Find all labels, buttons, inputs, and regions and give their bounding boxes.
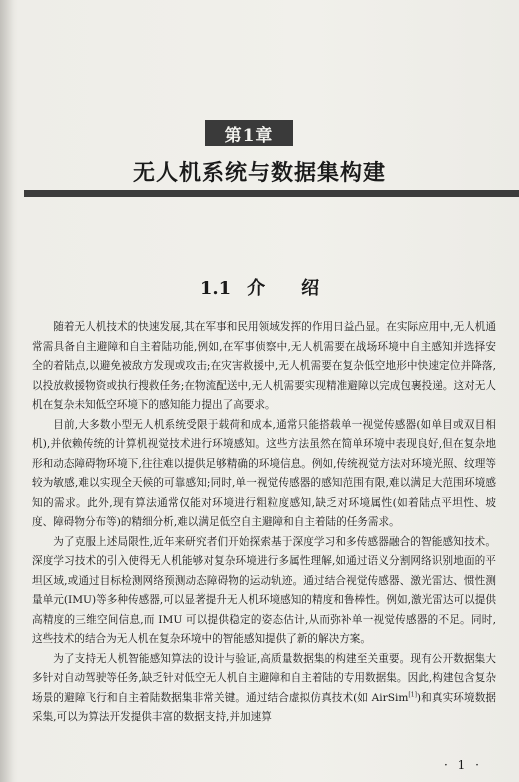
section-title-part1: 介 — [247, 278, 266, 299]
chapter-title: 无人机系统与数据集构建 — [132, 160, 386, 186]
paragraph-4-text: 为了支持无人机智能感知算法的设计与验证,高质量数据集的构建至关重要。现有公开数据集大多针对自动驾驶等任务,缺乏针对低空无人机自主避障和自主着陆的专用数据集。因此,构建包含复杂场景的避障飞行和自主着陆数据集非常关键。通过结合虚拟仿真技术(如 AirSim — [32, 652, 496, 704]
body-text — [32, 318, 496, 728]
paragraph-3: 为了克服上述局限性,近年来研究者们开始探索基于深度学习和多传感器融合的智能感知技术。深度学习技术的引入使得无人机能够对复杂环境进行多属性理解,如通过语义分割网络识别地面的平坦区域,或通过目标检测网络预测动态障碍物的运动轨迹。通过结合视觉传感器、激光雷达、惯性测量单元(IMU)等多种传感器,可以显著提升无人机环境感知的精度和鲁棒性。例如,激光雷达可以提供高精度的三维空间信息,而 IMU 可以提供稳定的姿态估计,从而弥补单一视觉传感器的不足。同时,这些技术的结合为无人机在复杂环境中的智能感知提供了新的解决方案。 — [32, 535, 496, 645]
paragraph-4 — [32, 650, 496, 728]
section-title-part2: 绍 — [301, 278, 320, 299]
page-gutter-shadow — [0, 0, 14, 782]
paragraph-1: 随着无人机技术的快速发展,其在军事和民用领域发挥的作用日益凸显。在实际应用中,无人机通常需具备自主避障和自主着陆功能,例如,在军事侦察中,无人机需要在战场环境中自主感知并选择安全的着陆点,以避免被敌方发现或攻击;在灾害救援中,无人机需要在复杂低空地形中快速定位并降落,以投放救援物资或执行搜救任务;在物流配送中,无人机需要实现精准避障以完成包裹投递。这对无人机在复杂未知低空环境下的感知能力提出了高要求。 — [32, 321, 496, 411]
chapter-label: 第1章 — [205, 120, 293, 146]
section-heading — [0, 274, 519, 300]
paragraph-4-text-cont: )和真实环境数据采集,可以为算法开发提供丰富的数据支持,并加速算 — [32, 691, 496, 723]
citation-ref: [1] — [408, 690, 417, 698]
section-number: 1.1 — [199, 278, 232, 299]
chapter-rule — [24, 190, 519, 197]
paragraph-2: 目前,大多数小型无人机系统受限于载荷和成本,通常只能搭载单一视觉传感器(如单目或双目相机),并依赖传统的计算机视觉技术进行环境感知。这些方法虽然在简单环境中表现良好,但在复杂地形和动态障碍物环境下,往往难以提供足够精确的环境信息。例如,传统视觉方法对环境光照、纹理等较为敏感,难以实现全天候的可靠感知;同时,单一视觉传感器的感知范围有限,难以满足大范围环境感知的需求。此外,现有算法通常仅能对环境进行粗粒度感知,缺乏对环境属性(如着陆点平坦性、坡度、障碍物分布等)的精细分析,难以满足低空自主避障和自主着陆的任务需求。 — [32, 418, 496, 528]
page-number: · 1 · — [444, 758, 482, 772]
